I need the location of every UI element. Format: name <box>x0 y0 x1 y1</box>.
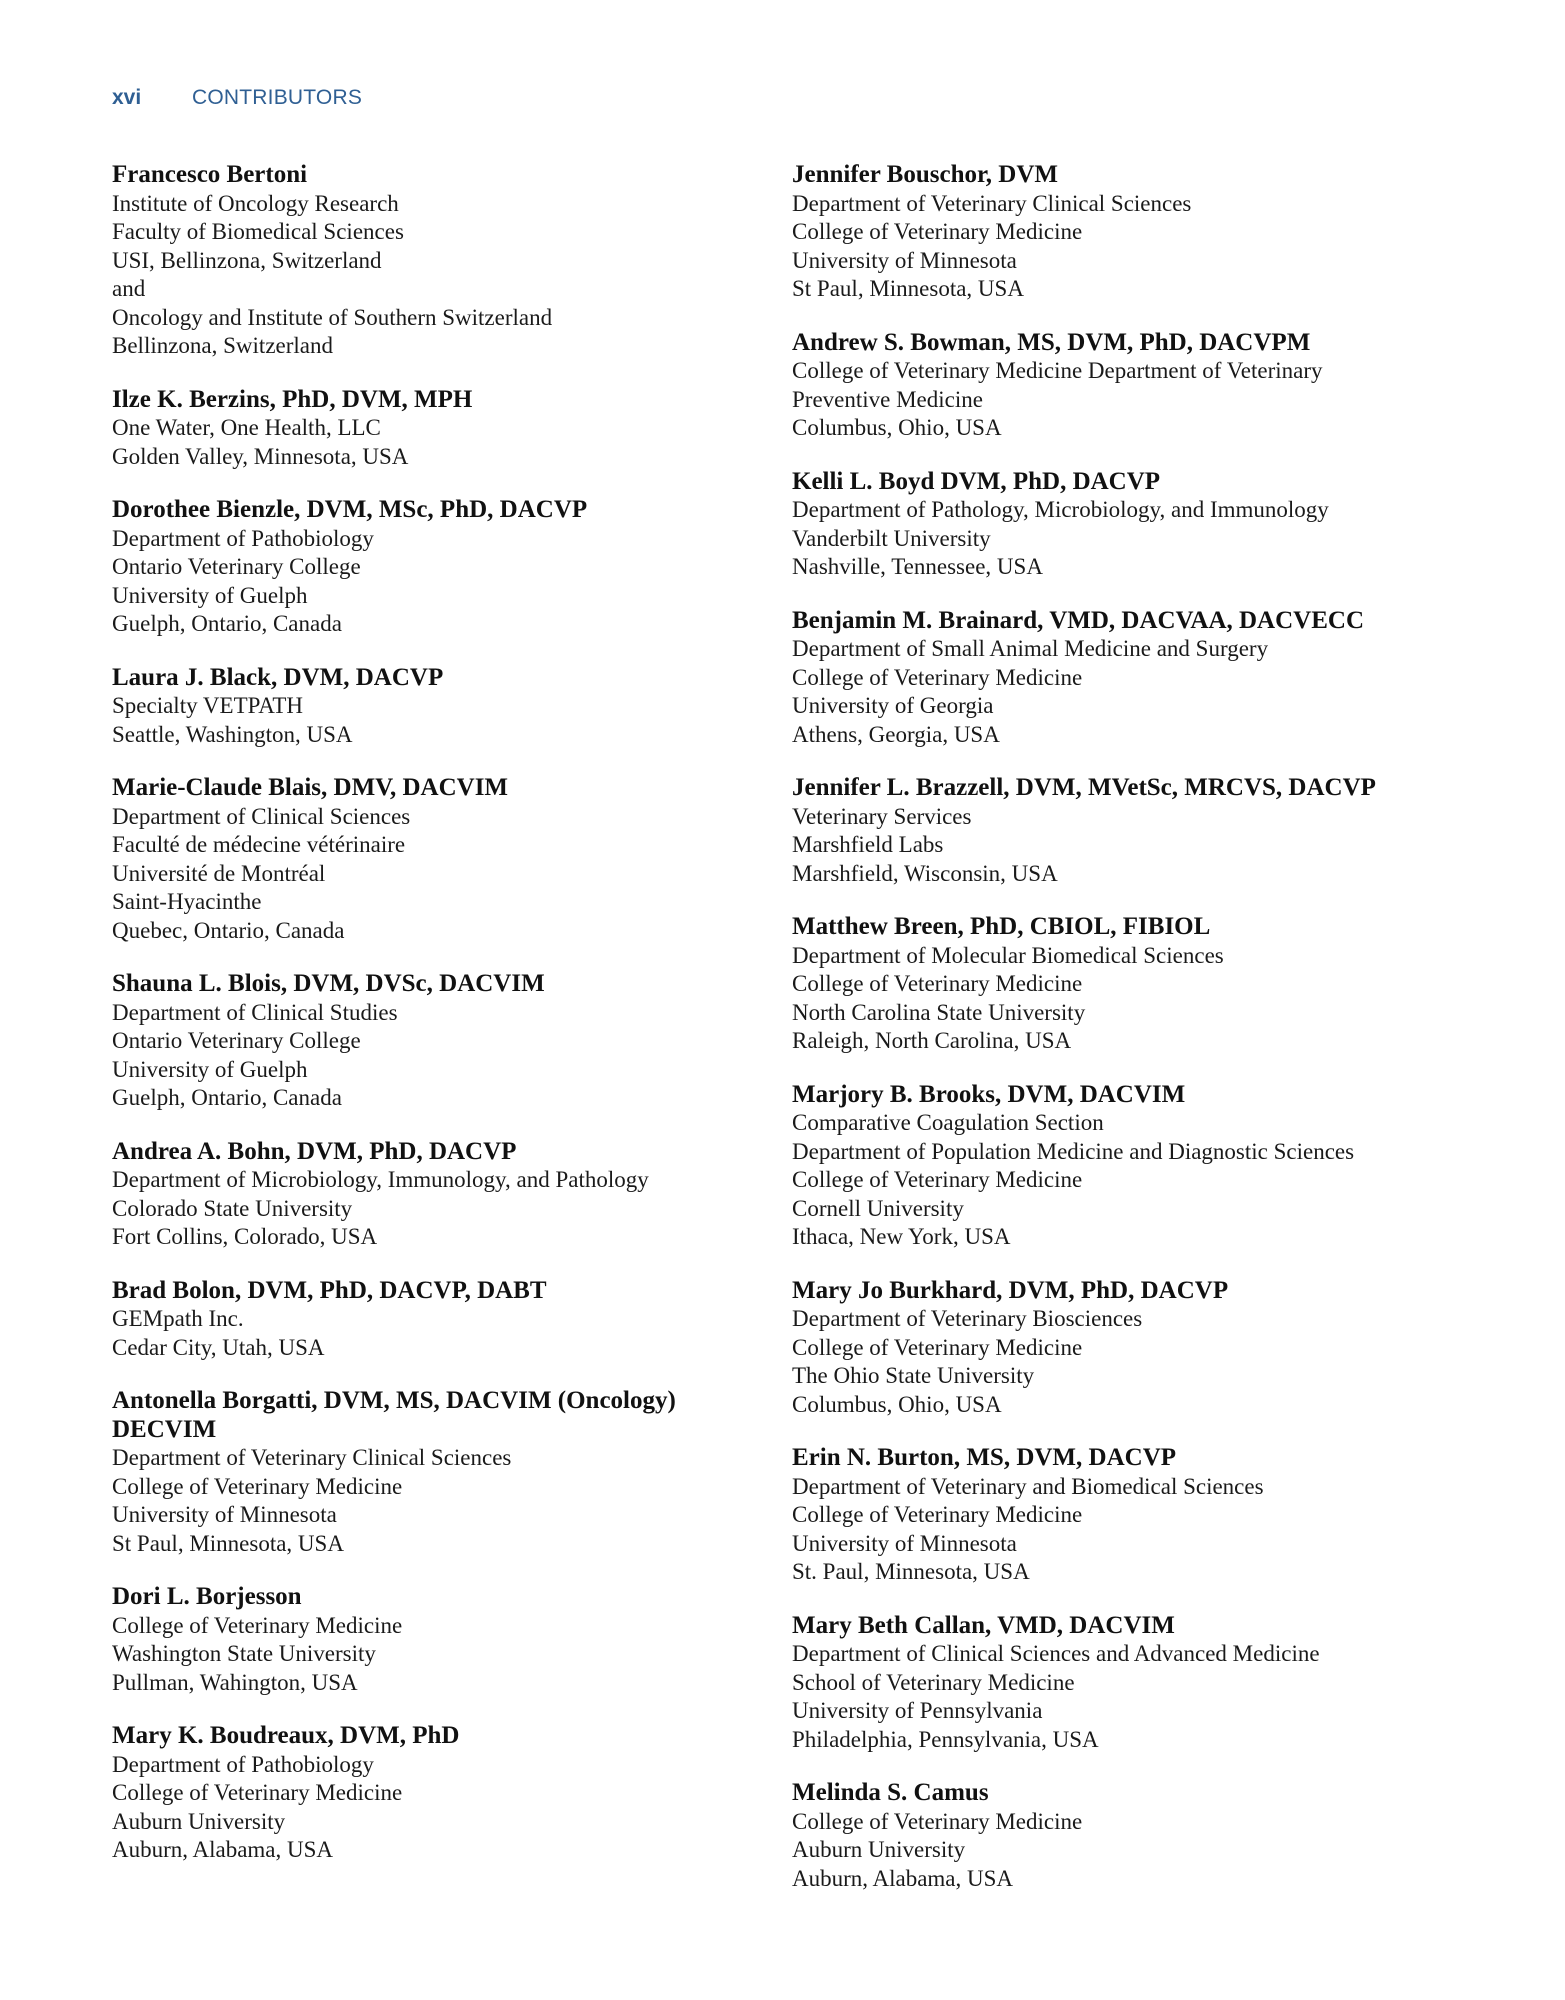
affiliation-line: Bellinzona, Switzerland <box>112 333 333 358</box>
affiliation-line: Vanderbilt University <box>792 525 991 551</box>
contributor-name: Shauna L. Blois, DVM, DVSc, DACVIM <box>112 970 545 997</box>
contributor-entry <box>112 496 752 639</box>
affiliation-line: Nashville, Tennessee, USA <box>792 554 1043 579</box>
contributor-entry <box>792 607 1492 750</box>
affiliation-line: Ithaca, New York, USA <box>792 1224 1011 1249</box>
affiliation-line: College of Veterinary Medicine <box>792 1502 1083 1527</box>
affiliation-line: College of Veterinary Medicine <box>112 1612 403 1638</box>
affiliation-line: St Paul, Minnesota, USA <box>112 1530 344 1556</box>
affiliation-line: Department of Molecular Biomedical Sciences <box>792 942 1224 968</box>
contributor-name: Mary Jo Burkhard, DVM, PhD, DACVP <box>792 1276 1229 1304</box>
contributor-entry <box>112 1387 752 1558</box>
affiliation-line: Faculté de médecine vétérinaire <box>112 832 406 857</box>
affiliation-line: College of Veterinary Medicine Department of Veterinary <box>792 358 1323 383</box>
affiliation-line: Auburn University <box>112 1808 286 1834</box>
affiliation-line: Veterinary Services <box>792 803 972 829</box>
contributors-column-left <box>112 161 752 1890</box>
affiliation-line: Golden Valley, Minnesota, USA <box>112 443 409 469</box>
contributor-entry <box>792 1081 1492 1252</box>
affiliation-line: Specialty VETPATH <box>112 693 304 718</box>
contributor-entry <box>792 913 1492 1056</box>
page-number: xvi <box>112 86 142 109</box>
affiliation-line: Department of Veterinary and Biomedical Sciences <box>792 1473 1264 1499</box>
affiliation-line: Comparative Coagulation Section <box>792 1110 1104 1135</box>
affiliation-line: Université de Montréal <box>112 860 326 886</box>
affiliation-line: St Paul, Minnesota, USA <box>792 276 1024 301</box>
affiliation-line: Colorado State University <box>112 1195 353 1221</box>
affiliation-line: Seattle, Washington, USA <box>112 721 353 747</box>
affiliation-line: College of Veterinary Medicine <box>792 1808 1083 1834</box>
affiliation-line: GEMpath Inc. <box>112 1306 244 1331</box>
affiliation-line: Department of Pathobiology <box>112 1751 374 1777</box>
affiliation-line: Department of Clinical Studies <box>112 999 398 1025</box>
affiliation-line: Department of Small Animal Medicine and Surgery <box>792 636 1269 661</box>
affiliation-line: Auburn, Alabama, USA <box>792 1865 1014 1891</box>
contributor-name: Ilze K. Berzins, PhD, DVM, MPH <box>112 385 473 413</box>
affiliation-line: Department of Pathology, Microbiology, and Immunology <box>792 497 1329 522</box>
contributor-name: Andrea A. Bohn, DVM, PhD, DACVP <box>112 1137 517 1165</box>
affiliation-line: University of Minnesota <box>112 1502 337 1527</box>
affiliation-line: Preventive Medicine <box>792 386 983 412</box>
affiliation-line: Raleigh, North Carolina, USA <box>792 1028 1072 1053</box>
contributor-name: Benjamin M. Brainard, VMD, DACVAA, DACVECC <box>792 606 1364 634</box>
affiliation-line: Pullman, Wahington, USA <box>112 1669 358 1695</box>
contributor-name: Antonella Borgatti, DVM, MS, DACVIM (Oncology) DECVIM <box>112 1387 676 1443</box>
affiliation-line: College of Veterinary Medicine <box>792 1167 1083 1192</box>
contributor-entry <box>792 774 1492 888</box>
affiliation-line: North Carolina State University <box>792 999 1086 1025</box>
affiliation-line: Quebec, Ontario, Canada <box>112 917 345 943</box>
affiliation-line: Guelph, Ontario, Canada <box>112 611 342 636</box>
affiliation-line: Auburn University <box>792 1837 966 1862</box>
affiliation-line: Institute of Oncology Research <box>112 190 399 216</box>
affiliation-line: One Water, One Health, LLC <box>112 415 381 440</box>
affiliation-line: University of Georgia <box>792 693 994 718</box>
affiliation-line: Auburn, Alabama, USA <box>112 1837 334 1862</box>
affiliation-line: Washington State University <box>112 1641 376 1666</box>
contributor-name: Marjory B. Brooks, DVM, DACVIM <box>792 1080 1186 1108</box>
contributor-name: Laura J. Black, DVM, DACVP <box>112 663 444 691</box>
contributor-entry <box>792 1444 1492 1587</box>
contributor-entry <box>792 161 1492 304</box>
contributor-name: Mary Beth Callan, VMD, DACVIM <box>792 1611 1175 1639</box>
affiliation-line: and <box>112 276 146 301</box>
contributor-name: Andrew S. Bowman, MS, DVM, PhD, DACVPM <box>792 328 1311 356</box>
affiliation-line: University of Minnesota <box>792 1530 1017 1556</box>
affiliation-line: University of Minnesota <box>792 247 1017 273</box>
contributor-name: Brad Bolon, DVM, PhD, DACVP, DABT <box>112 1276 547 1304</box>
affiliation-line: College of Veterinary Medicine <box>792 1334 1083 1360</box>
affiliation-line: Cedar City, Utah, USA <box>112 1334 325 1360</box>
affiliation-line: Department of Microbiology, Immunology, and Pathology <box>112 1167 649 1192</box>
contributor-name: Dorothee Bienzle, DVM, MSc, PhD, DACVP <box>112 496 588 523</box>
affiliation-line: College of Veterinary Medicine <box>112 1473 403 1499</box>
affiliation-line: Saint-Hyacinthe <box>112 889 262 914</box>
affiliation-line: Department of Veterinary Clinical Sciences <box>792 190 1192 216</box>
affiliation-line: Oncology and Institute of Southern Switzerland <box>112 304 553 330</box>
contributor-entry <box>792 329 1492 443</box>
affiliation-line: University of Pennsylvania <box>792 1698 1043 1723</box>
affiliation-line: The Ohio State University <box>792 1363 1035 1388</box>
affiliation-line: Athens, Georgia, USA <box>792 721 1000 747</box>
contributor-name: Melinda S. Camus <box>792 1779 989 1806</box>
contributor-name: Dori L. Borjesson <box>112 1583 302 1610</box>
affiliation-line: Marshfield, Wisconsin, USA <box>792 860 1058 886</box>
contributor-entry <box>112 1583 752 1697</box>
affiliation-line: Department of Pathobiology <box>112 525 374 551</box>
contributor-name: Kelli L. Boyd DVM, PhD, DACVP <box>792 467 1161 495</box>
contributor-name: Francesco Bertoni <box>112 161 308 188</box>
affiliation-line: College of Veterinary Medicine <box>792 971 1083 996</box>
affiliation-line: College of Veterinary Medicine <box>792 664 1083 690</box>
contributor-name: Jennifer L. Brazzell, DVM, MVetSc, MRCVS, DACVP <box>792 774 1376 801</box>
contributor-name: Marie-Claude Blais, DMV, DACVIM <box>112 774 509 801</box>
running-head <box>112 86 362 110</box>
contributor-entry <box>112 664 752 750</box>
section-title: CONTRIBUTORS <box>192 86 363 109</box>
contributor-entry <box>792 1612 1492 1755</box>
affiliation-line: Cornell University <box>792 1195 964 1221</box>
affiliation-line: Columbus, Ohio, USA <box>792 415 1002 440</box>
affiliation-line: Ontario Veterinary College <box>112 1028 361 1053</box>
affiliation-line: University of Guelph <box>112 1056 308 1082</box>
contributor-entry <box>112 161 752 361</box>
affiliation-line: College of Veterinary Medicine <box>112 1780 403 1805</box>
affiliation-line: Ontario Veterinary College <box>112 554 361 579</box>
contributor-entry <box>112 970 752 1113</box>
affiliation-line: Department of Population Medicine and Diagnostic Sciences <box>792 1138 1355 1164</box>
affiliation-line: Department of Veterinary Biosciences <box>792 1306 1143 1331</box>
affiliation-line: Department of Clinical Sciences <box>112 803 411 829</box>
contributor-entry <box>792 468 1492 582</box>
contributor-entry <box>112 1138 752 1252</box>
contributors-column-right <box>792 161 1492 1918</box>
contributor-name: Mary K. Boudreaux, DVM, PhD <box>112 1722 460 1749</box>
contributor-name: Matthew Breen, PhD, CBIOL, FIBIOL <box>792 913 1211 940</box>
affiliation-line: Guelph, Ontario, Canada <box>112 1085 342 1110</box>
contributor-entry <box>792 1277 1492 1420</box>
affiliation-line: Columbus, Ohio, USA <box>792 1391 1002 1417</box>
contributor-name: Erin N. Burton, MS, DVM, DACVP <box>792 1444 1177 1471</box>
affiliation-line: Faculty of Biomedical Sciences <box>112 219 404 244</box>
affiliation-line: Department of Clinical Sciences and Advanced Medicine <box>792 1641 1320 1666</box>
affiliation-line: Department of Veterinary Clinical Sciences <box>112 1445 512 1470</box>
contributor-entry <box>112 386 752 472</box>
affiliation-line: University of Guelph <box>112 582 308 608</box>
contributor-entry <box>792 1779 1492 1893</box>
contributor-name: Jennifer Bouschor, DVM <box>792 161 1058 188</box>
contributor-entry <box>112 1277 752 1363</box>
affiliation-line: College of Veterinary Medicine <box>792 219 1083 244</box>
affiliation-line: Fort Collins, Colorado, USA <box>112 1224 378 1249</box>
affiliation-line: Philadelphia, Pennsylvania, USA <box>792 1726 1099 1752</box>
affiliation-line: Marshfield Labs <box>792 832 944 857</box>
affiliation-line: USI, Bellinzona, Switzerland <box>112 247 382 273</box>
affiliation-line: School of Veterinary Medicine <box>792 1669 1075 1695</box>
affiliation-line: St. Paul, Minnesota, USA <box>792 1559 1030 1584</box>
contributor-entry <box>112 1722 752 1865</box>
contributor-entry <box>112 774 752 945</box>
